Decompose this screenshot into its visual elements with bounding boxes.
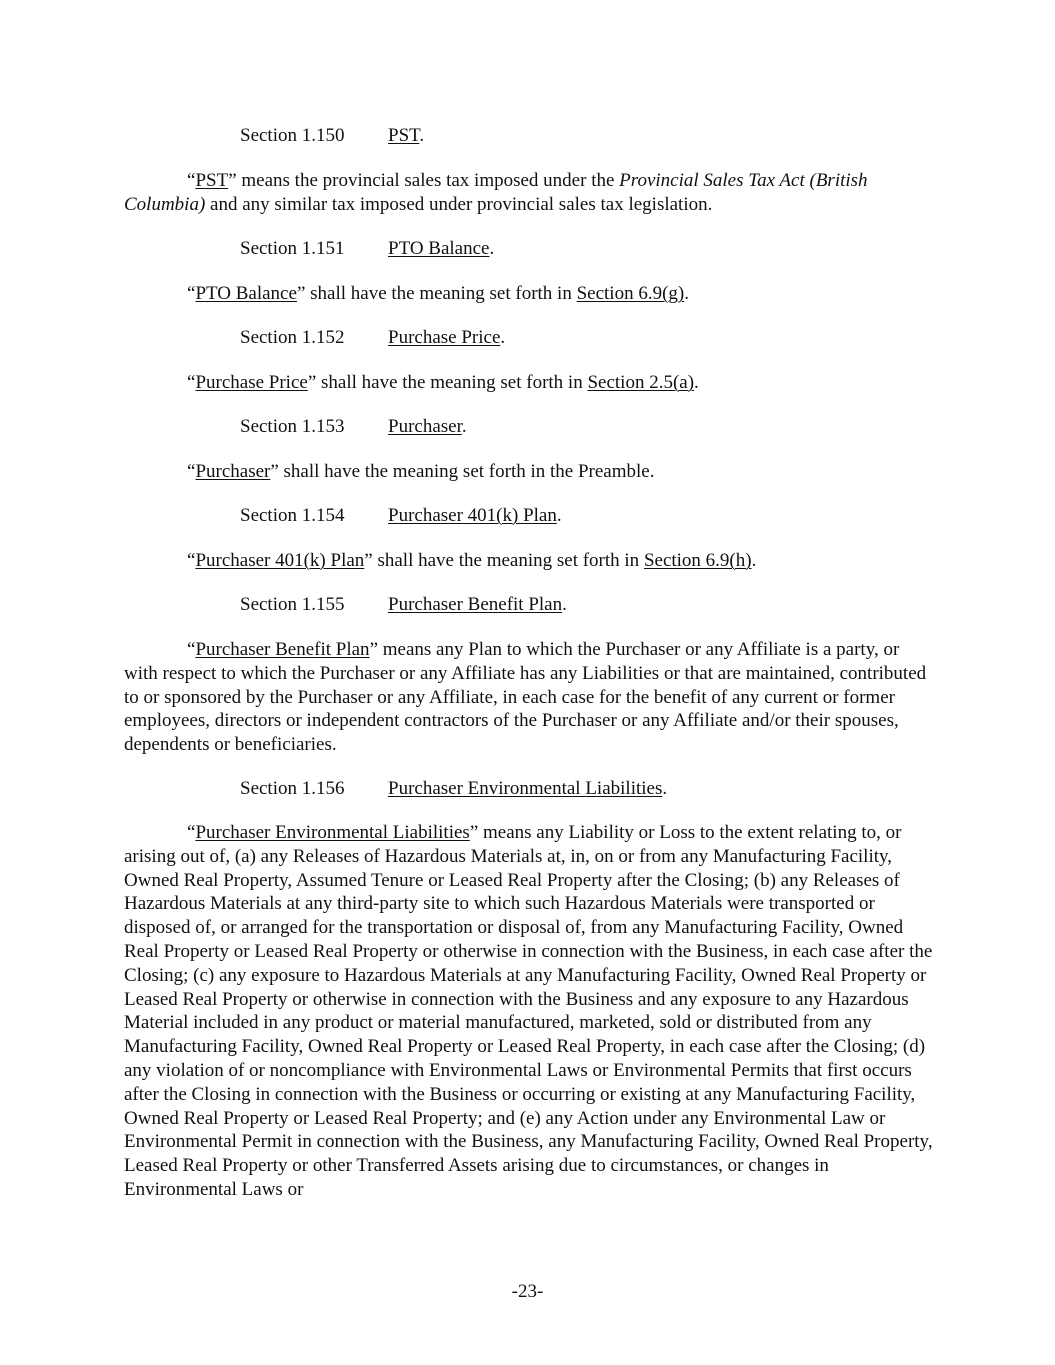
section-title: PST — [388, 125, 420, 146]
section-title: Purchaser Benefit Plan — [388, 594, 563, 615]
section-title: Purchaser Environmental Liabilities — [388, 778, 663, 799]
section-title: Purchaser — [388, 416, 462, 437]
defined-term: Purchaser 401(k) Plan — [195, 550, 365, 571]
definition-paragraph: “PTO Balance” shall have the meaning set forth in Section 6.9(g). — [187, 283, 689, 304]
section-number: Section 1.150 — [240, 125, 345, 146]
section-heading: Section 1.150 PST. — [240, 125, 425, 146]
defined-term: Purchase Price — [195, 372, 308, 393]
section-heading: Section 1.152 Purchase Price. — [240, 327, 506, 348]
section-heading: Section 1.155 Purchaser Benefit Plan. — [240, 594, 567, 615]
section-number: Section 1.151 — [240, 238, 345, 259]
section-title: PTO Balance — [388, 238, 490, 259]
section-number: Section 1.156 — [240, 778, 345, 799]
definition-paragraph: “Purchaser 401(k) Plan” shall have the meaning set forth in Section 6.9(h). — [187, 550, 757, 571]
section-title: Purchaser 401(k) Plan — [388, 505, 557, 526]
defined-term: PST — [195, 170, 229, 191]
section-heading: Section 1.156 Purchaser Environmental Liabilities. — [240, 778, 668, 799]
act-name: Provincial Sales Tax Act (British Columbia) — [124, 170, 868, 215]
definition-paragraph: “Purchaser Benefit Plan” means any Plan to which the Purchaser or any Affiliate is a party, or with respect to which the Purchaser or any Affiliate has any Liabilities or that are maintained, contributed to or sponsored by the Purchaser or any Affiliate, in each case for the benefit of any current or former employees, directors or independent contractors of the Purchaser or any Affiliate and/or their spouses, dependents or beneficiaries. — [124, 639, 927, 756]
definition-paragraph: “Purchaser Environmental Liabilities” means any Liability or Loss to the extent relating to, or arising out of, (a) any Releases of Hazardous Materials at, in, on or from any Manufacturing Facility, Owned Real Property, Assumed Tenure or Leased Real Property after the Closing; (b) any Releases of Hazardous Materials at any third-party site to which such Hazardous Materials were transported or disposed of, or arranged for the transportation or disposal of, from any Manufacturing Facility, Owned Real Property or Leased Real Property or otherwise in connection with the Business, in each case after the Closing; (c) any exposure to Hazardous Materials at any Manufacturing Facility, Owned Real Property or Leased Real Property or otherwise in connection with the Business and any exposure to any Hazardous Material included in any product or material manufactured, marketed, sold or distributed from any Manufacturing Facility, Owned Real Property or Leased Real Property, in each case after the Closing; (d) any violation of or noncompliance with Environmental Laws or Environmental Permits that first occurs after the Closing in connection with the Business or occurring or existing at any Manufacturing Facility, Owned Real Property or Leased Real Property; and (e) any Action under any Environmental Law or Environmental Permit in connection with the Business, any Manufacturing Facility, Owned Real Property, Leased Real Property or other Transferred Assets arising due to circumstances, or changes in Environmental Laws or — [124, 822, 933, 1200]
section-heading: Section 1.151 PTO Balance. — [240, 238, 495, 259]
section-number: Section 1.152 — [240, 327, 345, 348]
section-number: Section 1.153 — [240, 416, 345, 437]
cross-reference: Section 6.9(h) — [643, 550, 752, 571]
page-number: -23- — [511, 1281, 544, 1302]
section-heading: Section 1.154 Purchaser 401(k) Plan. — [240, 505, 562, 526]
defined-term: Purchaser Benefit Plan — [195, 639, 370, 660]
definition-paragraph: “Purchaser” shall have the meaning set forth in the Preamble. — [187, 461, 655, 482]
defined-term: Purchaser Environmental Liabilities — [195, 822, 470, 843]
section-title: Purchase Price — [388, 327, 501, 348]
cross-reference: Section 6.9(g) — [576, 283, 685, 304]
cross-reference: Section 2.5(a) — [587, 372, 695, 393]
section-number: Section 1.155 — [240, 594, 345, 615]
section-heading: Section 1.153 Purchaser. — [240, 416, 467, 437]
section-number: Section 1.154 — [240, 505, 345, 526]
defined-term: PTO Balance — [195, 283, 297, 304]
definition-paragraph: “PST” means the provincial sales tax imposed under the Provincial Sales Tax Act (British Columbia) and any similar tax imposed under provincial sales tax legislation. — [124, 170, 868, 215]
defined-term: Purchaser — [195, 461, 271, 482]
definition-paragraph: “Purchase Price” shall have the meaning set forth in Section 2.5(a). — [187, 372, 699, 393]
